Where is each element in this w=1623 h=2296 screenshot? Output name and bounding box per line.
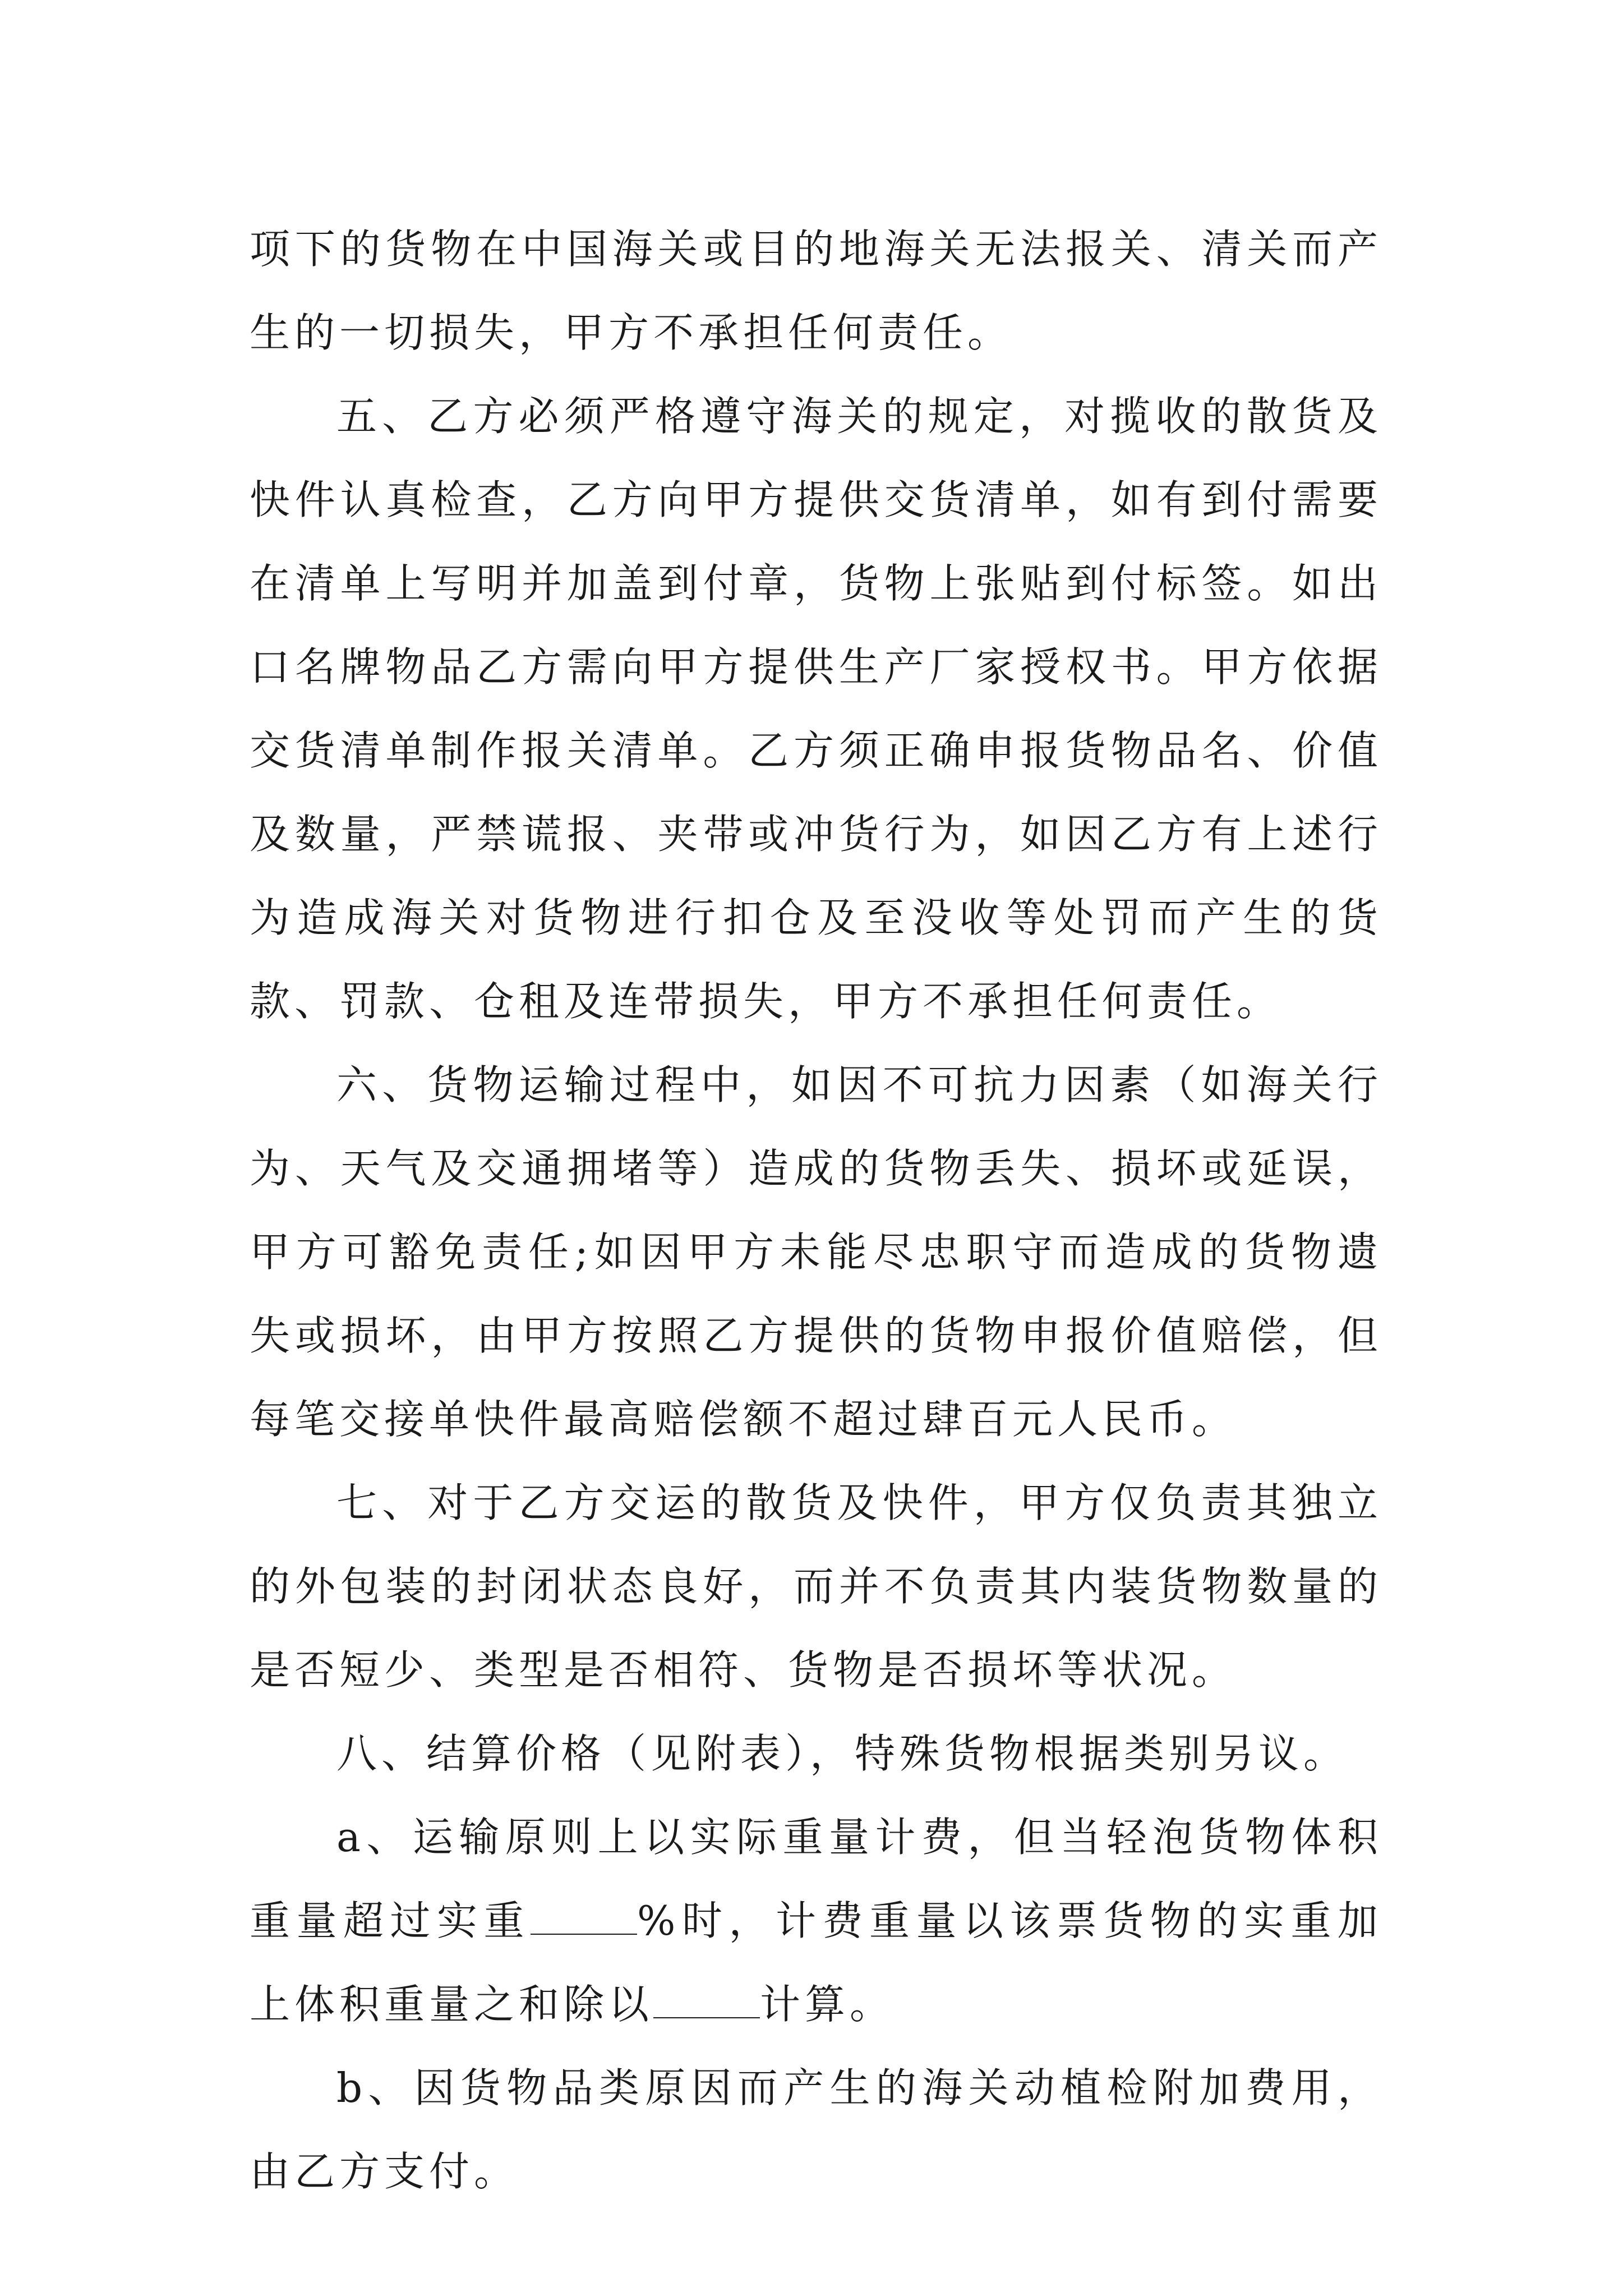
clause-8a-text-3: 计算。: [760, 1981, 895, 2028]
blank-field-divisor[interactable]: [653, 1977, 760, 2018]
paragraph-continuation: 项下的货物在中国海关或目的地海关无法报关、清关而产生的一切损失，甲方不承担任何责任。: [250, 226, 1382, 356]
paragraph-clause-5: 五、乙方必须严格遵守海关的规定，对揽收的散货及快件认真检查，乙方向甲方提供交货清单，如有到付需要在清单上写明并加盖到付章，货物上张贴到付标签。如出口名牌物品乙方需向甲方提供生产厂家授权书。甲方依据交货清单制作报关清单。乙方须正确申报货物品名、价值及数量，严禁谎报、夹带或冲货行为，如因乙方有上述行为造成海关对货物进行扣仓及至没收等处罚而产生的货款、罚款、仓租及连带损失，甲方不承担任何责任。: [250, 393, 1382, 1025]
paragraph-clause-8a: [250, 1796, 1382, 2046]
document-body: [250, 208, 1382, 2214]
paragraph-clause-8b: b、因货物品类原因而产生的海关动植检附加费用，由乙方支付。: [250, 2064, 1382, 2195]
paragraph-clause-8: 八、结算价格（见附表），特殊货物根据类别另议。: [336, 1730, 1349, 1777]
paragraph-clause-7: 七、对于乙方交运的散货及快件，甲方仅负责其独立的外包装的封闭状态良好，而并不负责其内装货物数量的是否短少、类型是否相符、货物是否损坏等状况。: [250, 1479, 1382, 1694]
clause-8a-text-1: a、运输原则上以实际重量计费，但当轻泡货物体积重量超过实重: [250, 1814, 1382, 1944]
paragraph-clause-6: 六、货物运输过程中，如因不可抗力因素（如海关行为、天气及交通拥堵等）造成的货物丢失、损坏或延误，甲方可豁免责任;如因甲方未能尽忠职守而造成的货物遗失或损坏，由甲方按照乙方提供的货物申报价值赔偿，但每笔交接单快件最高赔偿额不超过肆百元人民币。: [250, 1061, 1382, 1443]
blank-field-percentage[interactable]: [531, 1893, 637, 1935]
clause-8a-text-2: %时，计费重量以该票货物的实重加上体积重量之和除以: [250, 1897, 1382, 2028]
